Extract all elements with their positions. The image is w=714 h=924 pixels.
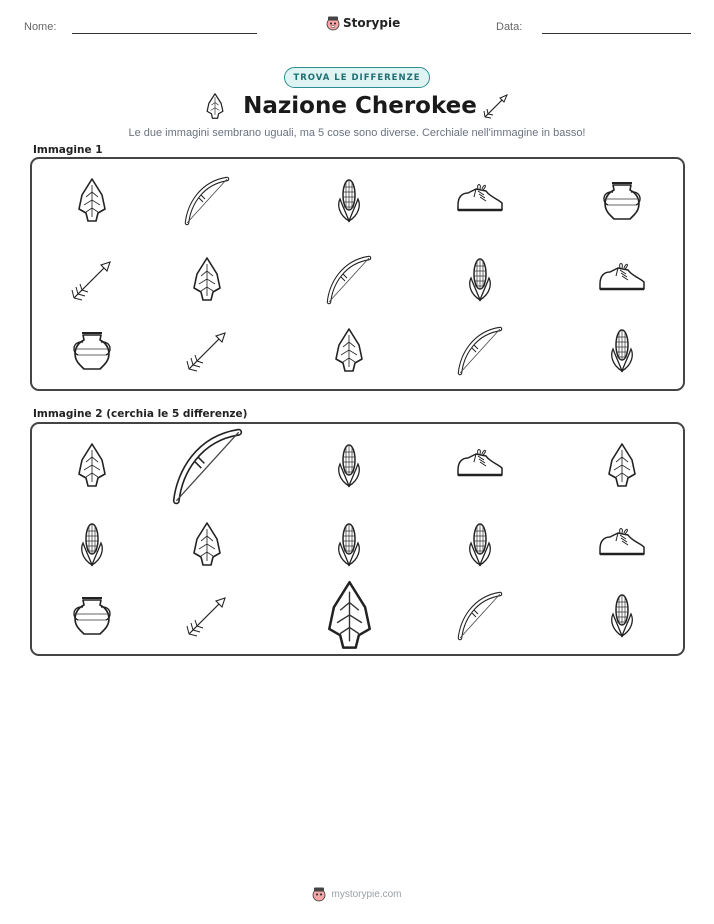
page-title: Nazione Cherokee [243, 93, 477, 119]
corn-icon [454, 254, 506, 306]
panel-2-label: Immagine 2 (cerchia le 5 differenze) [33, 408, 248, 420]
arrowhead-icon[interactable] [181, 519, 233, 571]
name-field-line[interactable] [72, 33, 257, 34]
name-label: Nome: [24, 21, 57, 33]
activity-badge: TROVA LE DIFFERENZE [284, 67, 430, 88]
footer-site: mystorypie.com [331, 888, 402, 900]
footer [0, 886, 714, 902]
arrow-icon [66, 254, 118, 306]
arrowhead-icon [323, 325, 375, 377]
image-2-panel[interactable] [30, 422, 685, 656]
date-field-line[interactable] [542, 33, 691, 34]
arrowhead-icon[interactable] [309, 576, 390, 657]
storypie-mascot-icon [326, 15, 340, 31]
instructions: Le due immagini sembrano uguali, ma 5 cose sono diverse. Cerchiale nell'immagine in basso! [128, 127, 586, 139]
brand-name: Storypie [343, 16, 401, 30]
corn-icon[interactable] [66, 519, 118, 571]
storypie-logo [326, 13, 400, 33]
arrowhead-icon [181, 254, 233, 306]
bow-icon [181, 175, 233, 227]
arrowhead-icon[interactable] [66, 440, 118, 492]
pot-icon [596, 175, 648, 227]
corn-icon[interactable] [323, 519, 375, 571]
shoe-icon [454, 175, 506, 227]
arrowhead-icon[interactable] [596, 440, 648, 492]
corn-icon [596, 325, 648, 377]
shoe-icon [596, 254, 648, 306]
shoe-icon[interactable] [596, 519, 648, 571]
title-arrow-icon [482, 92, 510, 124]
shoe-icon[interactable] [454, 440, 506, 492]
arrow-icon[interactable] [181, 590, 233, 642]
bow-icon[interactable] [167, 426, 248, 507]
storypie-mascot-icon [312, 886, 326, 902]
corn-icon[interactable] [323, 440, 375, 492]
bow-icon[interactable] [454, 590, 506, 642]
arrow-icon [181, 325, 233, 377]
bow-icon [323, 254, 375, 306]
image-1-panel [30, 157, 685, 391]
corn-icon [323, 175, 375, 227]
date-label: Data: [496, 21, 523, 33]
panel-1-label: Immagine 1 [33, 144, 103, 156]
pot-icon [66, 325, 118, 377]
corn-icon[interactable] [454, 519, 506, 571]
arrowhead-icon [66, 175, 118, 227]
corn-icon[interactable] [596, 590, 648, 642]
bow-icon [454, 325, 506, 377]
pot-icon[interactable] [66, 590, 118, 642]
